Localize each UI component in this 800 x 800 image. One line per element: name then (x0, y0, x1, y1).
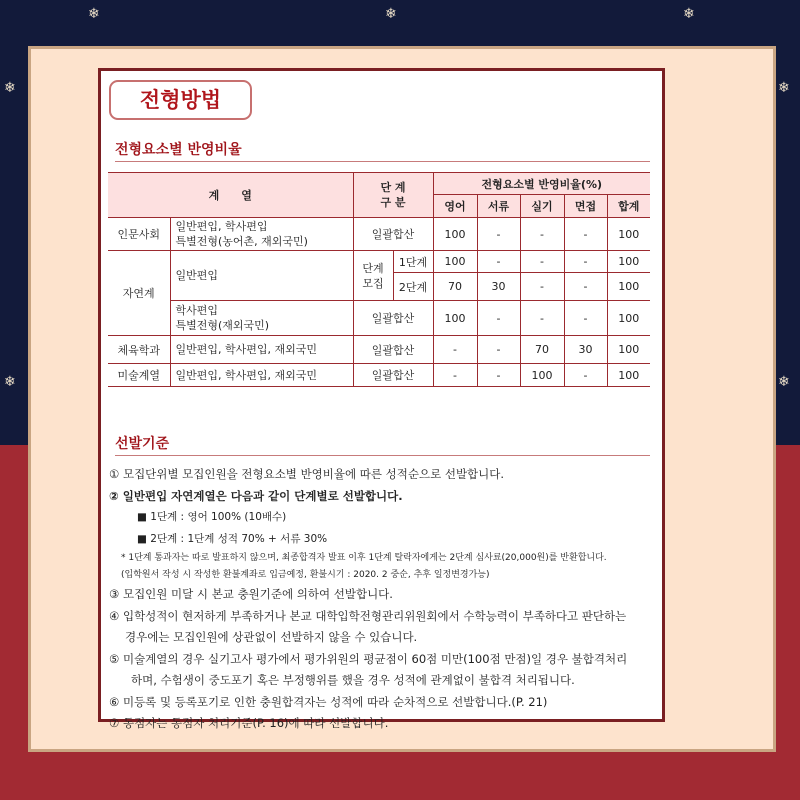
table-row (108, 364, 650, 387)
stage-cell: 일괄합산 (353, 364, 433, 387)
ratio-table (108, 172, 650, 387)
table-row (108, 336, 650, 364)
group-cell: 미술계열 (108, 364, 170, 387)
value-cell: - (564, 301, 607, 336)
value-cell: 100 (433, 251, 477, 273)
value-cell: 100 (433, 301, 477, 336)
value-cell: 30 (477, 273, 520, 301)
list-item: ① 모집단위별 모집인원을 전형요소별 반영비율에 따른 성적순으로 선발합니다. (109, 467, 505, 481)
list-item: ■ 2단계 : 1단계 성적 70% + 서류 30% (137, 532, 328, 545)
type-cell: 일반편입, 학사편입 특별전형(농어촌, 재외국민) (170, 218, 353, 251)
type-cell: 학사편입 특별전형(재외국민) (170, 301, 353, 336)
note: * 1단계 통과자는 따로 발표하지 않으며, 최종합격자 발표 이후 1단계 탈락자에게는 2단계 심사료(20,000원)를 반환합니다. (121, 553, 607, 563)
section-heading-ratio: 전형요소별 반영비율 (115, 139, 650, 162)
group-cell: 체육학과 (108, 336, 170, 364)
value-cell: 70 (433, 273, 477, 301)
note: (입학원서 작성 시 작성한 환불계좌로 입금예정, 환불시기 : 2020. 2 중순, 추후 일정변경가능) (121, 570, 490, 580)
snowflake-icon: ❄ (778, 80, 790, 96)
list-item: ■ 1단계 : 영어 100% (10배수) (137, 511, 287, 523)
col-documents: 서류 (477, 195, 520, 218)
value-cell: 100 (607, 273, 650, 301)
type-cell: 일반편입, 학사편입, 재외국민 (170, 336, 353, 364)
col-practical: 실기 (520, 195, 564, 218)
value-cell: - (477, 251, 520, 273)
type-cell: 일반편입, 학사편입, 재외국민 (170, 364, 353, 387)
value-cell: - (477, 218, 520, 251)
value-cell: 100 (607, 251, 650, 273)
substage-cell: 1단계 (393, 251, 433, 273)
stage-cell: 일괄합산 (353, 301, 433, 336)
value-cell: 100 (520, 364, 564, 387)
value-cell: 100 (607, 336, 650, 364)
table-row (108, 301, 650, 336)
table-row (108, 218, 650, 251)
value-cell: - (520, 218, 564, 251)
value-cell: - (520, 273, 564, 301)
value-cell: 70 (520, 336, 564, 364)
value-cell: - (520, 301, 564, 336)
substage-cell: 2단계 (393, 273, 433, 301)
criteria-list (109, 464, 669, 735)
snowflake-icon: ❄ (88, 6, 100, 22)
header-ratio: 전형요소별 반영비율(%) (433, 173, 650, 195)
document (98, 68, 665, 730)
list-item: ⑤ 미술계열의 경우 실기고사 평가에서 평가위원의 평균점이 60점 미만(100점 만점)일 경우 불합격처리 (109, 651, 628, 666)
snowflake-icon: ❄ (4, 80, 16, 96)
value-cell: - (520, 251, 564, 273)
group-cell: 자연계 (108, 251, 170, 336)
col-english: 영어 (433, 195, 477, 218)
value-cell: - (433, 336, 477, 364)
value-cell: 100 (607, 364, 650, 387)
stage-cell: 단계 모집 (353, 251, 393, 301)
snowflake-icon: ❄ (778, 374, 790, 390)
value-cell: 100 (607, 301, 650, 336)
header-group: 계 열 (108, 173, 353, 218)
value-cell: - (477, 364, 520, 387)
stage-cell: 일괄합산 (353, 336, 433, 364)
group-cell: 인문사회 (108, 218, 170, 251)
list-item: ② 일반편입 자연계열은 다음과 같이 단계별로 선발합니다. (109, 488, 403, 503)
type-cell: 일반편입 (170, 251, 353, 301)
header-stage: 단 계 구 분 (353, 173, 433, 218)
value-cell: - (477, 301, 520, 336)
list-item: ④ 입학성적이 현저하게 부족하거나 본교 대학입학전형관리위원회에서 수학능력이 부족하다고 판단하는 (109, 608, 627, 623)
snowflake-icon: ❄ (4, 374, 16, 390)
value-cell: - (564, 273, 607, 301)
list-item: ⑦ 동점자는 동점자 처리기준(P. 16)에 따라 선발합니다. (109, 716, 389, 730)
stage-cell: 일괄합산 (353, 218, 433, 251)
value-cell: 100 (433, 218, 477, 251)
snowflake-icon: ❄ (385, 6, 397, 22)
table-row (108, 251, 650, 273)
value-cell: - (564, 251, 607, 273)
col-interview: 면접 (564, 195, 607, 218)
list-item: ⑥ 미등록 및 등록포기로 인한 충원합격자는 성적에 따라 순차적으로 선발합니다.(P. 21) (109, 694, 548, 709)
value-cell: - (433, 364, 477, 387)
list-item: 하며, 수험생이 중도포기 혹은 부정행위를 했을 경우 성적에 관계없이 불합격 처리됩니다. (131, 673, 575, 687)
snowflake-icon: ❄ (683, 6, 695, 22)
list-item: 경우에는 모집인원에 상관없이 선발하지 않을 수 있습니다. (125, 630, 418, 644)
value-cell: - (564, 364, 607, 387)
value-cell: - (564, 218, 607, 251)
page-title: 전형방법 (109, 80, 252, 120)
list-item: ③ 모집인원 미달 시 본교 충원기준에 의하여 선발합니다. (109, 587, 393, 601)
col-total: 합계 (607, 195, 650, 218)
value-cell: 30 (564, 336, 607, 364)
value-cell: - (477, 336, 520, 364)
section-heading-criteria: 선발기준 (115, 433, 650, 456)
value-cell: 100 (607, 218, 650, 251)
